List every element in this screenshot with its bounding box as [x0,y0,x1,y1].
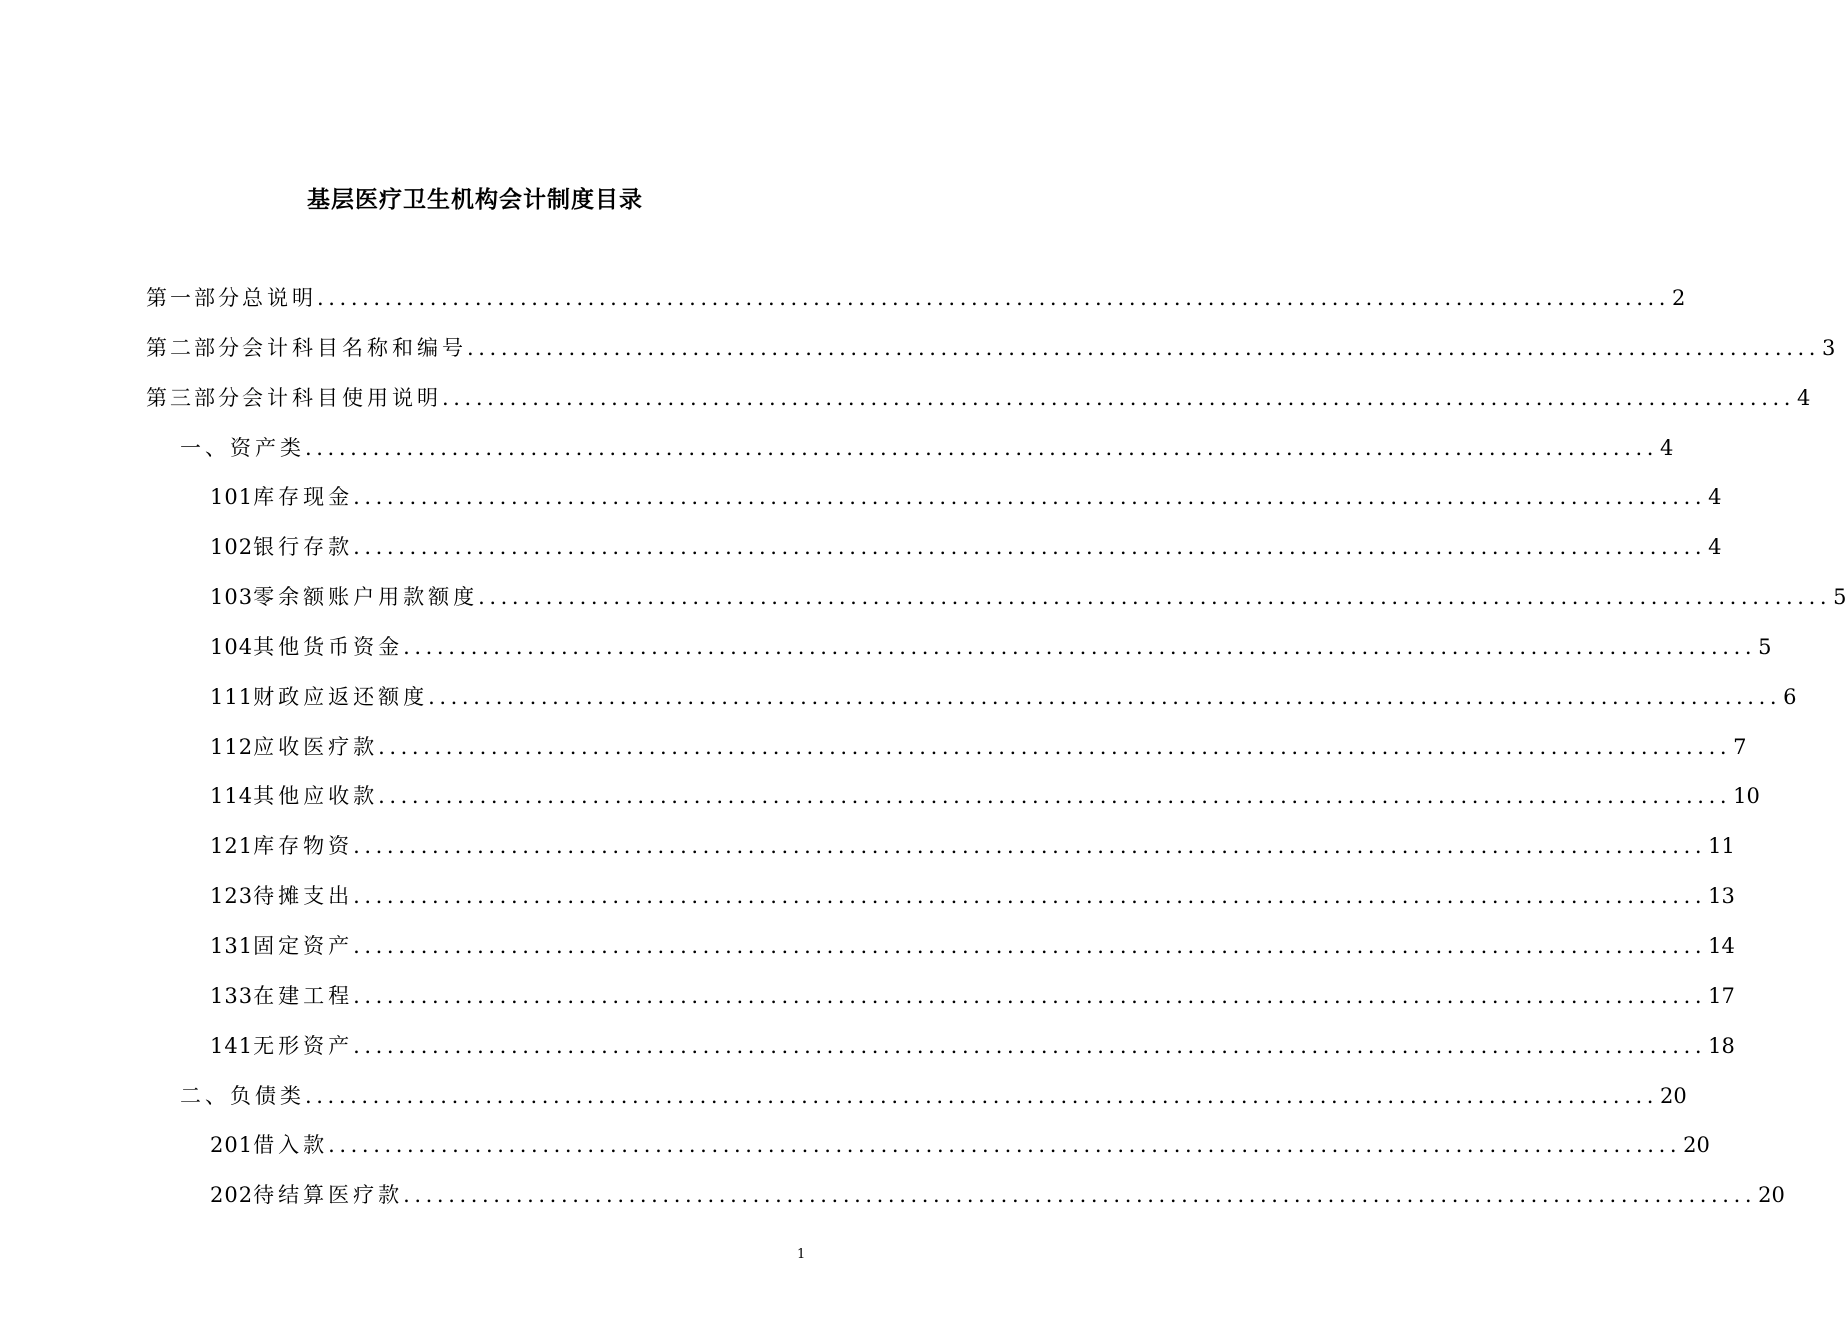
toc-entry-label: 无形资产 [253,1033,354,1058]
toc-entry-number: 第二部分 [146,335,242,360]
toc-entry-page: 4 [1708,485,1722,510]
toc-entry-number: 141 [210,1033,254,1058]
toc-entry-page: 5 [1833,585,1847,610]
toc-entry-page: 20 [1660,1083,1687,1108]
toc-entry-page: 11 [1708,834,1735,859]
toc-entry-page: 4 [1797,385,1811,410]
toc-entry-page: 5 [1758,634,1772,659]
toc-entry[interactable] [146,776,1760,826]
toc-entry[interactable] [146,677,1797,727]
toc-dot-leader: ........................................................................................................................ [378,784,1732,809]
toc-entry[interactable] [146,378,1811,428]
toc-entry[interactable] [146,1076,1687,1126]
toc-entry-number: 102 [210,535,254,560]
toc-dot-leader: ........................................................................................................................ [305,1083,1659,1108]
toc-dot-leader: ........................................................................................................................ [428,684,1782,709]
toc-dot-leader: ........................................................................................................................ [353,485,1707,510]
toc-entry[interactable] [146,727,1747,777]
toc-entry-number: 121 [210,834,254,859]
toc-entry-number: 第一部分 [146,286,242,310]
toc-entry[interactable] [146,328,1836,378]
toc-entry-label: 会计科目使用说明 [242,385,442,410]
toc-entry[interactable] [146,1175,1785,1225]
toc-entry-label: 库存现金 [253,485,354,510]
toc-entry-number: 104 [210,634,254,659]
toc-dot-leader: ........................................................................................................................ [353,834,1707,859]
toc-entry-page: 10 [1733,784,1760,809]
toc-dot-leader: ........................................................................................................................ [353,884,1707,909]
toc-entry-label: 待摊支出 [253,884,354,909]
toc-dot-leader: ........................................................................................................................ [403,1183,1757,1208]
toc-entry-label: 在建工程 [253,983,354,1008]
toc-entry-page: 6 [1783,684,1797,709]
toc-entry[interactable] [146,826,1735,876]
toc-dot-leader: ........................................................................................................................ [328,1133,1682,1158]
toc-dot-leader: ........................................................................................................................ [378,734,1732,759]
toc-dot-leader: ........................................................................................................................ [442,385,1796,410]
toc-entry-label: 会计科目名称和编号 [242,335,467,360]
toc-entry-number: 131 [210,933,254,958]
toc-entry[interactable] [146,577,1847,627]
toc-entry-number: 112 [210,734,254,759]
toc-dot-leader: ........................................................................................................................ [353,983,1707,1008]
toc-entry-page: 13 [1708,884,1735,909]
toc-entry-label: 零余额账户用款额度 [253,585,479,610]
toc-entry-label: 待结算医疗款 [253,1183,404,1208]
page-number: 1 [797,1247,806,1262]
toc-entry-label: 库存物资 [253,834,354,859]
toc-entry-number: 133 [210,983,254,1008]
toc-entry-page: 3 [1822,335,1836,360]
toc-entry-label: 财政应返还额度 [253,684,429,709]
toc-entry[interactable] [146,876,1735,926]
toc-dot-leader: ........................................................................................................................ [305,435,1659,460]
toc-dot-leader: ........................................................................................................................ [403,634,1757,659]
toc-entry-page: 20 [1683,1133,1710,1158]
toc-entry-label: 一、资产类 [180,435,305,460]
toc-entry-label: 借入款 [253,1133,329,1158]
toc-entry-label: 二、负债类 [180,1083,305,1108]
toc-dot-leader: ........................................................................................................................ [353,933,1707,958]
toc-entry-number: 103 [210,585,254,610]
toc-entry-label: 固定资产 [253,933,354,958]
toc-dot-leader: ........................................................................................................................ [478,585,1832,610]
toc-entry[interactable] [146,477,1722,527]
toc-entry-label: 其他货币资金 [253,634,404,659]
toc-entry[interactable] [146,1125,1710,1175]
toc-entry-page: 2 [1672,286,1686,310]
toc-dot-leader: ........................................................................................................................ [317,286,1671,310]
toc-entry[interactable] [146,976,1735,1026]
toc-entry-number: 202 [210,1183,254,1208]
toc-entry-page: 17 [1708,983,1735,1008]
toc-entry-page: 7 [1733,734,1747,759]
toc-entry[interactable] [146,278,1686,328]
toc-entry-number: 114 [210,784,254,809]
toc-dot-leader: ........................................................................................................................ [353,1033,1707,1058]
toc-entry[interactable] [146,1026,1735,1076]
toc-entry-number: 201 [210,1133,254,1158]
toc-entry[interactable] [146,527,1722,577]
toc-dot-leader: ........................................................................................................................ [467,335,1821,360]
toc-entry-number: 101 [210,485,254,510]
toc-entry-page: 18 [1708,1033,1735,1058]
toc-entry[interactable] [146,428,1674,478]
toc-entry-label: 应收医疗款 [253,734,379,759]
toc-entry-page: 4 [1660,435,1674,460]
toc-entry-label: 其他应收款 [253,784,379,809]
toc-entry-number: 111 [210,684,254,709]
toc-entry-number: 第三部分 [146,385,242,410]
table-of-contents [146,278,1847,1225]
toc-entry-label: 总说明 [242,286,317,310]
toc-entry[interactable] [146,926,1735,976]
toc-entry-page: 14 [1708,933,1735,958]
toc-dot-leader: ........................................................................................................................ [353,535,1707,560]
toc-entry-number: 123 [210,884,254,909]
page-title: 基层医疗卫生机构会计制度目录 [307,186,643,213]
toc-entry-page: 4 [1708,535,1722,560]
toc-entry-label: 银行存款 [253,535,354,560]
toc-entry-page: 20 [1758,1183,1785,1208]
toc-entry[interactable] [146,627,1772,677]
